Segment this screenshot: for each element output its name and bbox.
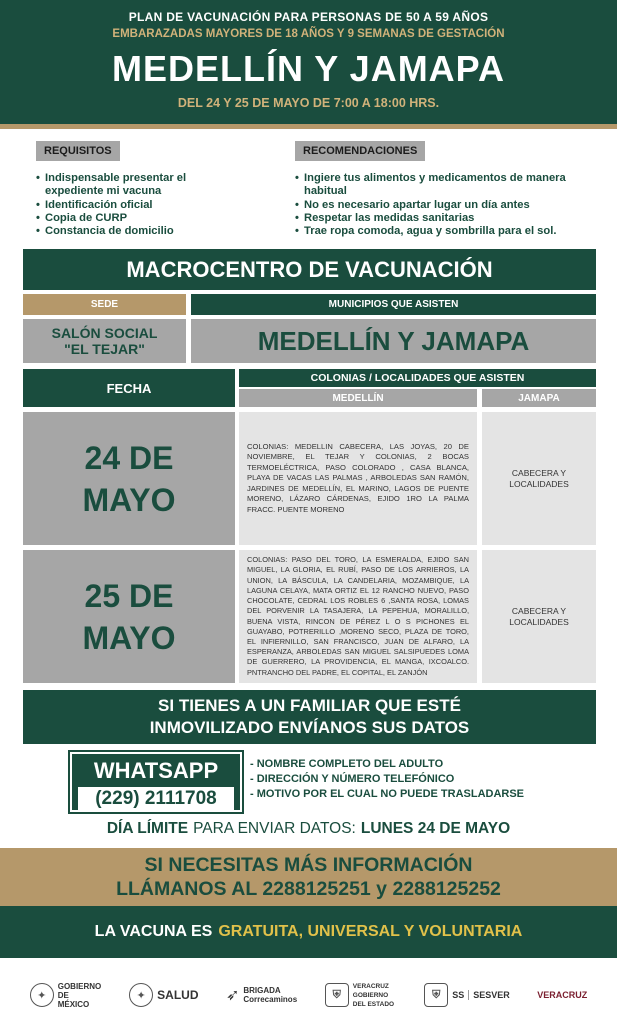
info-line2[interactable]: LLÁMANOS AL 2288125251 y 2288125252 [116,878,501,900]
list-item: • Copia de CURP [36,212,236,225]
roadrunner-icon: ➶ [225,987,240,1004]
whatsapp-requirements [250,757,524,802]
fecha-label: FECHA [23,369,235,407]
header-divider [0,124,617,129]
list-item: • Constancia de domicilio [36,225,236,238]
medellin-cell-2 [239,550,477,683]
info-banner [0,848,617,906]
list-item: • Trae ropa comoda, agua y sombrilla para el sol. [295,225,595,238]
sede-value: SALÓN SOCIAL "EL TEJAR" [23,319,186,363]
whatsapp-label: WHATSAPP [93,758,219,783]
familiar-line1: SI TIENES A UN FAMILIAR QUE ESTÉ [158,696,461,715]
eagle-seal-icon: ✦ [30,983,54,1007]
date-cell-1 [23,412,235,545]
familiar-banner [23,690,596,744]
header-line1: PLAN DE VACUNACIÓN PARA PERSONAS DE 50 A 59 AÑOS [128,10,489,24]
header-line2: EMBARAZADAS MAYORES DE 18 AÑOS Y 9 SEMANAS DE GESTACIÓN [112,28,505,40]
logo-ss-sesver: ⛨ SS SESVER [424,983,510,1007]
vacuna-prefix: LA VACUNA ES [94,923,213,940]
list-item: • Ingiere tus alimentos y medicamentos de manera habitual [295,172,595,199]
medellin-cell-1 [239,412,477,545]
logo-gobierno-mexico: ✦ GOBIERNO DE MÉXICO [30,982,102,1009]
info-line1: SI NECESITAS MÁS INFORMACIÓN [144,854,473,876]
medellin-label: MEDELLÍN [239,389,477,407]
vacuna-highlight: GRATUITA, UNIVERSAL Y VOLUNTARIA [218,923,523,940]
list-item: - DIRECCIÓN Y NÚMERO TELEFÓNICO [250,772,524,787]
whatsapp-number[interactable]: (229) 2111708 [78,787,234,811]
list-item: • Indispensable presentar el expediente mi vacuna [36,172,236,199]
deadline-middle: PARA ENVIAR DATOS: [193,820,356,837]
list-item: • Respetar las medidas sanitarias [295,212,595,225]
logo-brigada: ➶ BRIGADA Correcaminos [225,986,298,1004]
vacuna-banner [0,906,617,958]
list-item: - NOMBRE COMPLETO DEL ADULTO [250,757,524,772]
recomendaciones-list [295,172,595,238]
seal-icon: ✦ [129,983,153,1007]
logo-veracruz-gobierno: ⛨ VERACRUZ GOBIERNO DEL ESTADO [325,982,397,1009]
footer-logos [0,966,617,1024]
requisitos-list [36,172,236,238]
colonias-label: COLONIAS / LOCALIDADES QUE ASISTEN [239,369,596,387]
header-dates: DEL 24 Y 25 DE MAYO DE 7:00 A 18:00 HRS. [177,96,440,110]
jamapa-label: JAMAPA [482,389,596,407]
date-cell-2 [23,550,235,683]
header [0,0,617,124]
jamapa-cell-2 [482,550,596,683]
header-title: MEDELLÍN Y JAMAPA [111,48,506,89]
date-value: 25 DE MAYO [82,577,176,656]
requisitos-label: REQUISITOS [36,141,120,161]
logo-salud: ✦ SALUD [129,983,198,1007]
deadline [0,818,617,840]
jamapa-text: CABECERA Y LOCALIDADES [509,605,569,627]
list-item: • No es necesario apartar lugar un día antes [295,199,595,212]
jamapa-cell-1 [482,412,596,545]
whatsapp-box [70,752,242,812]
date-value: 24 DE MAYO [82,439,176,518]
jamapa-text: CABECERA Y LOCALIDADES [509,467,569,489]
logo-veracruz: VERACRUZ [537,990,588,1000]
deadline-date: LUNES 24 DE MAYO [360,820,511,837]
sede-label: SEDE [23,294,186,315]
municipios-label: MUNICIPIOS QUE ASISTEN [191,294,596,315]
colonias-text: COLONIAS: MEDELLIN CABECERA, LAS JOYAS, 20 DE NOVIEMBRE, EL TEJAR Y COLONIAS, 2 BOCAS TERMOELÉCTRICA, PASO COLORADO , CASA BLANCA, PLAYA DE VACAS LAS PALMAS , ARBOLEDAS SAN RAMÓN, JARDINES DE MEDELLÍN, EL MARINO, LAGOS DE PUENTE MORENO, LÁZARO CÁRDENAS, EJIDO 1RO LA PALMA FRACC. PUENTE MORENO [247,442,469,514]
shield-icon: ⛨ [325,983,349,1007]
familiar-line2: INMOVILIZADO ENVÍANOS SUS DATOS [149,718,470,737]
list-item: • Identificación oficial [36,199,236,212]
list-item: - MOTIVO POR EL CUAL NO PUEDE TRASLADARSE [250,787,524,802]
colonias-text: COLONIAS: PASO DEL TORO, LA ESMERALDA, EJIDO SAN MIGUEL, LA GLORIA, EL RUBÍ, PASO DE LOS ARRIEROS, LA UNION, LA BÁSCULA, LA CANDELARIA, MOZAMBIQUE, LA LAGUNA CELAYA, MATA ORTIZ EL 12 RANCHO NUEVO, PASO CHOCOLATE, CEDRAL LOS ROBLES 6 ,SANTA ROSA, LOMAS DEL PORVENIR LA TASAJERA, LA PEPEHUA, MORALILLO, BUENA VISTA, RINCON DE PÉREZ L O S PICHONES EL GUAYABO, POTRERILLO ,MORENO SECO, PLAZA DE TORO, EL INFIERNILLO, SAN FRANCISCO, JUAN DE ALFARO, LA ESPERANZA, ARBOLEDAS SAN MIGUEL SALSIPUEDES LOMA DE GUERRERO, LA PROVIDENCIA, EL MANGA, IXCOALCO. PNTRANCHO DEL PADRE, EL COPITAL, EL ZANJÓN [247,555,469,677]
macrocentro-title: MACROCENTRO DE VACUNACIÓN [23,249,596,290]
deadline-prefix: DÍA LÍMITE [106,820,189,837]
shield-icon: ⛨ [424,983,448,1007]
recomendaciones-label: RECOMENDACIONES [295,141,425,161]
municipios-value: MEDELLÍN Y JAMAPA [191,319,596,363]
